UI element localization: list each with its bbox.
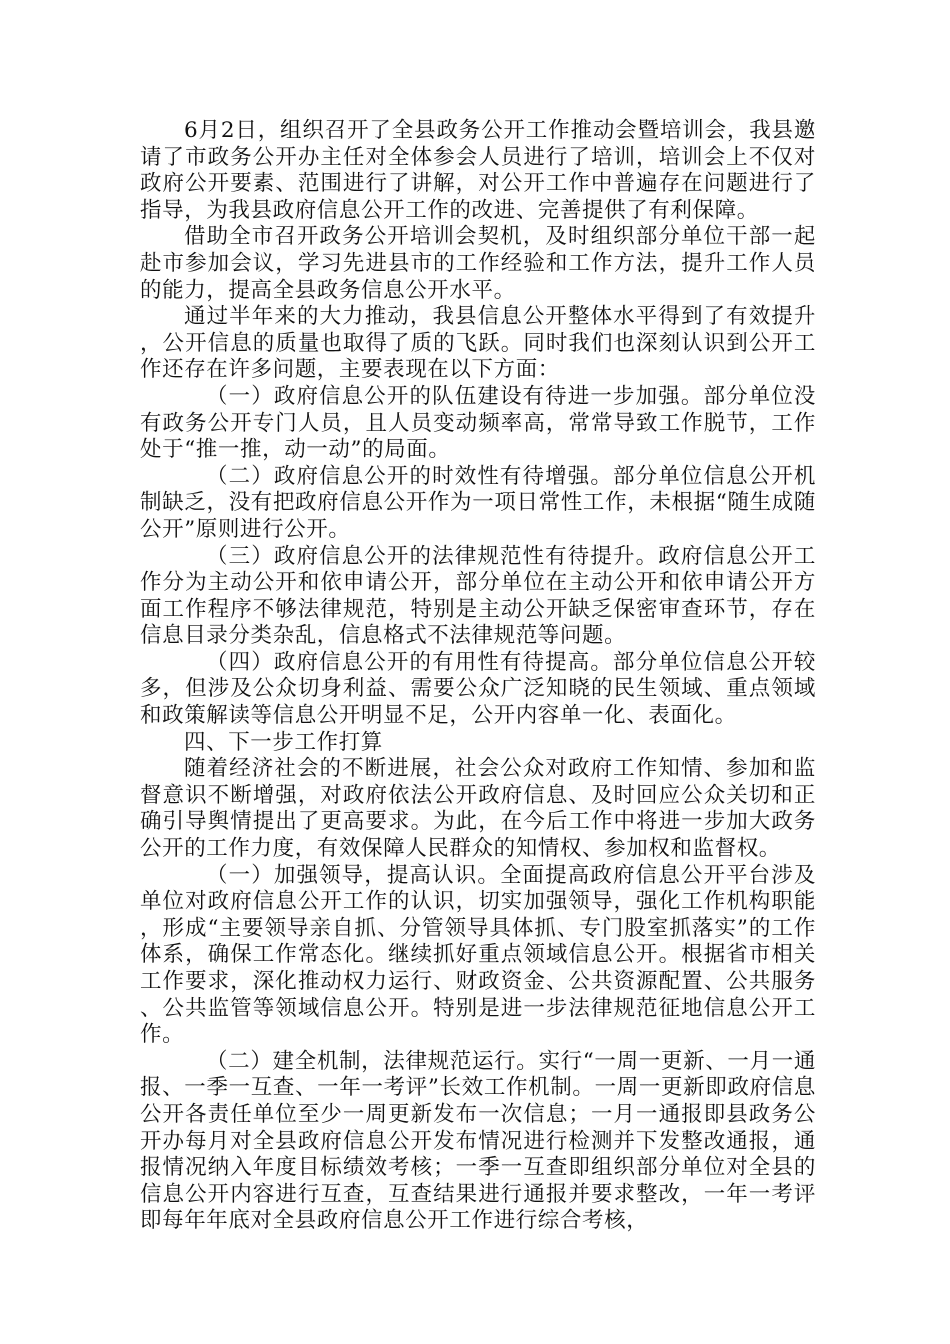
paragraph-problem-3: （三）政府信息公开的法律规范性有待提升。政府信息公开工作分为主动公开和依申请公开，部分单位在主动公开和依申请公开方面工作程序不够法律规范，特别是主动公开缺乏保密审查环节，存在信息目录分类杂乱，信息格式不法律规范等问题。 [140,543,816,649]
paragraph-next-steps-intro: 随着经济社会的不断进展，社会公众对政府工作知情、参加和监督意识不断增强，对政府依法公开政府信息、及时回应公众关切和正确引导舆情提出了更高要求。为此，在今后工作中将进一步加大政务公开的工作力度，有效保障人民群众的知情权、参加权和监督权。 [140,756,816,862]
paragraph-plan-2: （二）建全机制，法律规范运行。实行“一周一更新、一月一通报、一季一互查、一年一考评”长效工作机制。一周一更新即政府信息公开各责任单位至少一周更新发布一次信息；一月一通报即县政务公开办每月对全县政府信息公开发布情况进行检测并下发整改通报，通报情况纳入年度目标绩效考核；一季一互查即组织部分单位对全县的信息公开内容进行互查，互查结果进行通报并要求整改，一年一考评即每年年底对全县政府信息公开工作进行综合考核， [140,1048,816,1234]
paragraph-problem-2: （二）政府信息公开的时效性有待增强。部分单位信息公开机制缺乏，没有把政府信息公开作为一项日常性工作，未根据“随生成随公开”原则进行公开。 [140,463,816,542]
paragraph-plan-1: （一）加强领导，提高认识。全面提高政府信息公开平台涉及单位对政府信息公开工作的认识，切实加强领导，强化工作机构职能，形成“主要领导亲自抓、分管领导具体抓、专门股室抓落实”的工作体系，确保工作常态化。继续抓好重点领域信息公开。根据省市相关工作要求，深化推动权力运行、财政资金、公共资源配置、公共服务、公共监管等领域信息公开。特别是进一步法律规范征地信息公开工作。 [140,862,816,1048]
paragraph-problem-1: （一）政府信息公开的队伍建设有待进一步加强。部分单位没有政务公开专门人员，且人员变动频率高，常常导致工作脱节，工作处于“推一推，动一动”的局面。 [140,383,816,463]
paragraph-problem-4: （四）政府信息公开的有用性有待提高。部分单位信息公开较多，但涉及公众切身利益、需要公众广泛知晓的民生领域、重点领域和政策解读等信息公开明显不足，公开内容单一化、表面化。 [140,649,816,729]
paragraph-meeting-training: 6月2日，组织召开了全县政务公开工作推动会暨培训会，我县邀请了市政务公开办主任对全体参会人员进行了培训，培训会上不仅对政府公开要素、范围进行了讲解，对公开工作中普遍存在问题进行了指导，为我县政府信息公开工作的改进、完善提供了有利保障。 [140,118,816,223]
paragraph-city-training: 借助全市召开政务公开培训会契机，及时组织部分单位干部一起赴市参加会议，学习先进县市的工作经验和工作方法，提升工作人员的能力，提高全县政务信息公开水平。 [140,224,816,303]
paragraph-problems-intro: 通过半年来的大力推动，我县信息公开整体水平得到了有效提升，公开信息的质量也取得了质的飞跃。同时我们也深刻认识到公开工作还存在许多问题，主要表现在以下方面： [140,304,816,383]
document-page [140,118,816,1235]
section-heading-next-steps: 四、下一步工作打算 [184,729,383,755]
